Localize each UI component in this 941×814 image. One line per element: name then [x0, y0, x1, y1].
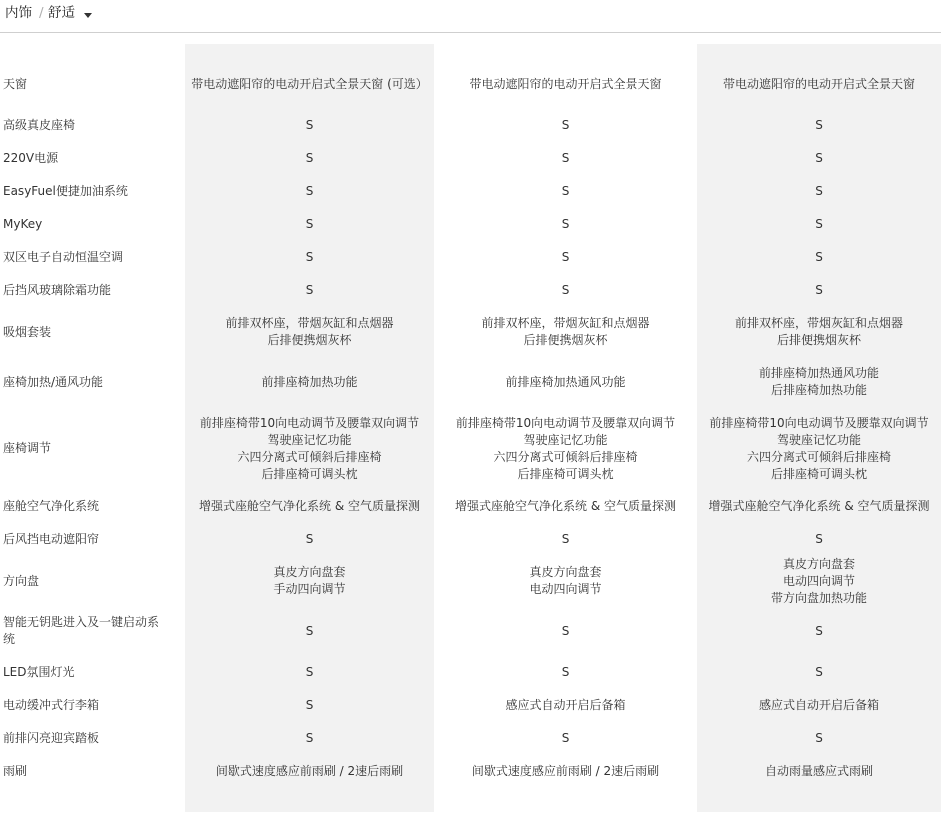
row-label: 后挡风玻璃除霜功能: [3, 283, 112, 297]
spec-value: S: [815, 283, 823, 297]
spec-value: S: [815, 731, 823, 745]
table-row: [0, 274, 941, 307]
table-row: [0, 241, 941, 274]
row-label: 座椅加热/通风功能: [3, 374, 104, 389]
table-row: [0, 689, 941, 722]
row-label: 方向盘: [3, 573, 40, 588]
spec-value: 前排双杯座，带烟灰缸和点烟器 后排便携烟灰杯: [734, 316, 903, 347]
spec-value: S: [305, 665, 314, 679]
row-label: 前排闪亮迎宾踏板: [3, 731, 100, 745]
spec-value: 感应式自动开启后备箱: [758, 698, 879, 712]
spec-value: S: [815, 118, 823, 132]
spec-value: 前排座椅带10向电动调节及腰靠双向调节 驾驶座记忆功能 六四分离式可倾斜后排座椅 后排座椅可调头枕: [709, 415, 929, 481]
breadcrumb-separator: /: [39, 5, 44, 21]
row-label: 吸烟套装: [3, 324, 52, 339]
spec-value: 带电动遮阳帘的电动开启式全景天窗: [469, 76, 662, 91]
table-row: [0, 523, 941, 556]
spec-value: S: [815, 250, 823, 264]
table-row: [0, 722, 941, 755]
spec-value: 间歇式速度感应前雨刷 / 2速后雨刷: [215, 764, 404, 778]
spec-value: 前排座椅带10向电动调节及腰靠双向调节 驾驶座记忆功能 六四分离式可倾斜后排座椅 后排座椅可调头枕: [199, 415, 420, 481]
spec-value: S: [561, 623, 570, 638]
spec-value: 前排座椅加热通风功能: [505, 374, 626, 389]
spec-value: 前排座椅加热功能: [261, 374, 358, 389]
row-label: 双区电子自动恒温空调: [3, 250, 124, 264]
spec-value: 前排座椅加热通风功能 后排座椅加热功能: [758, 366, 879, 397]
row-label: 智能无钥匙进入及一键启动系统: [3, 615, 160, 646]
table-row: [0, 606, 941, 656]
table-row: [0, 208, 941, 241]
breadcrumb-root[interactable]: 内饰: [5, 5, 32, 21]
row-label: 电动缓冲式行李箱: [3, 698, 100, 712]
spec-value: 前排双杯座，带烟灰缸和点烟器 后排便携烟灰杯: [225, 316, 394, 347]
spec-value: S: [305, 623, 314, 638]
spec-value: S: [561, 118, 570, 132]
spec-value: 增强式座舱空气净化系统 & 空气质量探测: [455, 499, 676, 513]
spec-value: S: [561, 250, 570, 264]
spec-value: 增强式座舱空气净化系统 & 空气质量探测: [199, 499, 420, 513]
table-row: [0, 307, 941, 357]
spec-value: 带电动遮阳帘的电动开启式全景天窗 (可选）: [191, 76, 428, 91]
category-dropdown[interactable]: 舒适: [48, 5, 75, 21]
row-label: 220V电源: [3, 151, 59, 165]
table-row: [0, 142, 941, 175]
spec-value: S: [305, 731, 314, 745]
row-label: 雨刷: [3, 764, 28, 778]
row-label: 后风挡电动遮阳帘: [3, 532, 100, 546]
spec-value: 前排双杯座，带烟灰缸和点烟器 后排便携烟灰杯: [481, 316, 650, 347]
spec-value: 真皮方向盘套 电动四向调节: [529, 565, 602, 596]
row-label: 座椅调节: [3, 441, 52, 455]
table-row: [0, 357, 941, 407]
spec-value: S: [815, 532, 823, 546]
spec-value: 真皮方向盘套 手动四向调节: [273, 565, 346, 596]
row-label: 高级真皮座椅: [3, 118, 76, 132]
spec-comparison-table: [0, 59, 941, 788]
row-label: LED氛围灯光: [3, 665, 75, 679]
spec-value: S: [815, 184, 823, 198]
spec-value: 真皮方向盘套 电动四向调节 带方向盘加热功能: [770, 556, 867, 605]
row-label: MyKey: [3, 217, 43, 231]
table-row: [0, 175, 941, 208]
spec-value: 带电动遮阳帘的电动开启式全景天窗: [722, 76, 915, 91]
spec-value: 增强式座舱空气净化系统 & 空气质量探测: [708, 499, 930, 513]
table-row: [0, 109, 941, 142]
spec-value: S: [305, 184, 314, 198]
spec-value: S: [561, 217, 570, 231]
row-label: 天窗: [3, 76, 28, 91]
spec-value: S: [561, 731, 570, 745]
spec-value: S: [305, 283, 314, 297]
spec-value: S: [561, 532, 570, 546]
spec-value: 前排座椅带10向电动调节及腰靠双向调节 驾驶座记忆功能 六四分离式可倾斜后排座椅 后排座椅可调头枕: [455, 415, 676, 481]
spec-value: S: [561, 283, 570, 297]
spec-value: 自动雨量感应式雨刷: [764, 764, 873, 778]
spec-value: S: [561, 184, 570, 198]
spec-value: S: [561, 665, 570, 679]
table-row: [0, 755, 941, 788]
table-row: [0, 59, 941, 109]
spec-value: S: [815, 665, 823, 679]
spec-value: S: [815, 623, 823, 638]
spec-value: 感应式自动开启后备箱: [505, 698, 626, 712]
spec-value: S: [305, 217, 314, 231]
spec-value: S: [305, 250, 314, 264]
spec-value: S: [305, 151, 314, 165]
breadcrumb: [0, 0, 941, 33]
spec-value: S: [305, 118, 314, 132]
table-row: [0, 656, 941, 689]
spec-value: S: [305, 532, 314, 546]
spec-value: 间歇式速度感应前雨刷 / 2速后雨刷: [471, 764, 660, 778]
chevron-down-icon[interactable]: [84, 13, 92, 18]
table-row: [0, 490, 941, 523]
row-label: EasyFuel便捷加油系统: [3, 184, 128, 198]
spec-value: S: [815, 217, 823, 231]
spec-value: S: [815, 151, 823, 165]
row-label: 座舱空气净化系统: [3, 499, 100, 513]
spec-value: S: [561, 151, 570, 165]
table-row: [0, 407, 941, 490]
spec-value: S: [305, 698, 314, 712]
table-row: [0, 556, 941, 606]
